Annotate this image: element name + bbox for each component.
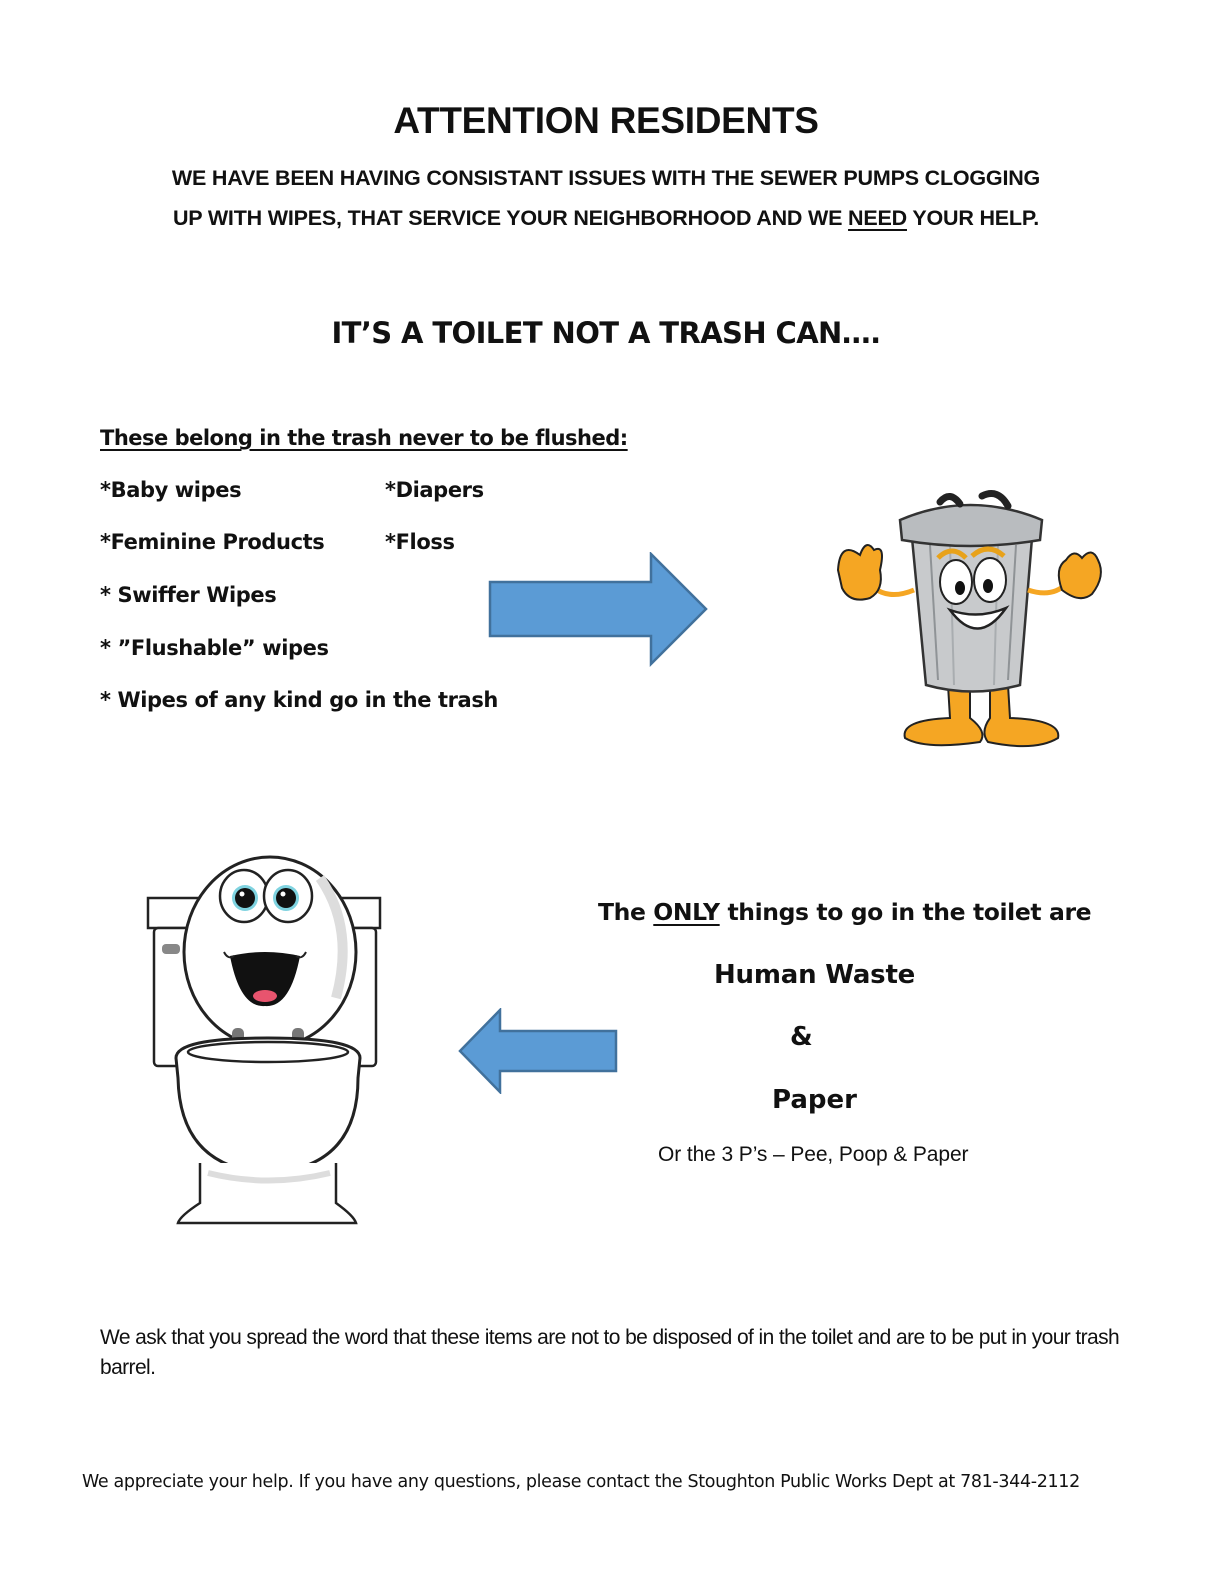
intro-text: UP WITH WIPES, THAT SERVICE YOUR NEIGHBORHOOD AND WE (172, 206, 849, 230)
allowed-item-human-waste: Human Waste (714, 960, 916, 990)
trash-can-cartoon (830, 480, 1110, 760)
list-item: * Swiffer Wipes (100, 583, 277, 607)
list-item: *Diapers (385, 478, 484, 502)
intro-line-1: WE HAVE BEEN HAVING CONSISTANT ISSUES WITH THE SEWER PUMPS CLOGGING (171, 166, 1041, 190)
toilet-cartoon (140, 848, 390, 1238)
trash-list-heading: These belong in the trash never to be flushed: (100, 426, 628, 450)
slogan-heading: IT’S A TOILET NOT A TRASH CAN…. (331, 316, 881, 350)
allowed-connector: & (790, 1022, 813, 1052)
list-item: * ”Flushable” wipes (100, 636, 329, 660)
intro-text-end: YOUR HELP. (906, 206, 1040, 230)
allowed-item-paper: Paper (772, 1085, 857, 1115)
only-prefix: The (598, 898, 654, 926)
only-suffix: things to go in the toilet are (719, 898, 1092, 926)
footer-contact: We appreciate your help. If you have any questions, please contact the Stoughton Public Works Dept at 781-344-2112 (82, 1472, 1080, 1492)
need-emphasis: NEED (848, 206, 907, 230)
list-item: *Baby wipes (100, 478, 242, 502)
arrow-right-icon (488, 552, 710, 673)
only-emphasis: ONLY (653, 898, 720, 926)
list-item: * Wipes of any kind go in the trash (100, 688, 498, 712)
closing-paragraph: We ask that you spread the word that these items are not to be disposed of in the toilet and are to be put in your trash barrel. (100, 1326, 1120, 1379)
arrow-left-icon (458, 1008, 620, 1099)
list-item: *Feminine Products (100, 530, 325, 554)
three-ps-tagline: Or the 3 P’s – Pee, Poop & Paper (658, 1143, 969, 1166)
page-title: ATTENTION RESIDENTS (393, 100, 819, 141)
intro-line-2 (0, 206, 1212, 231)
only-items-heading (598, 898, 1091, 926)
list-item: *Floss (385, 530, 455, 554)
